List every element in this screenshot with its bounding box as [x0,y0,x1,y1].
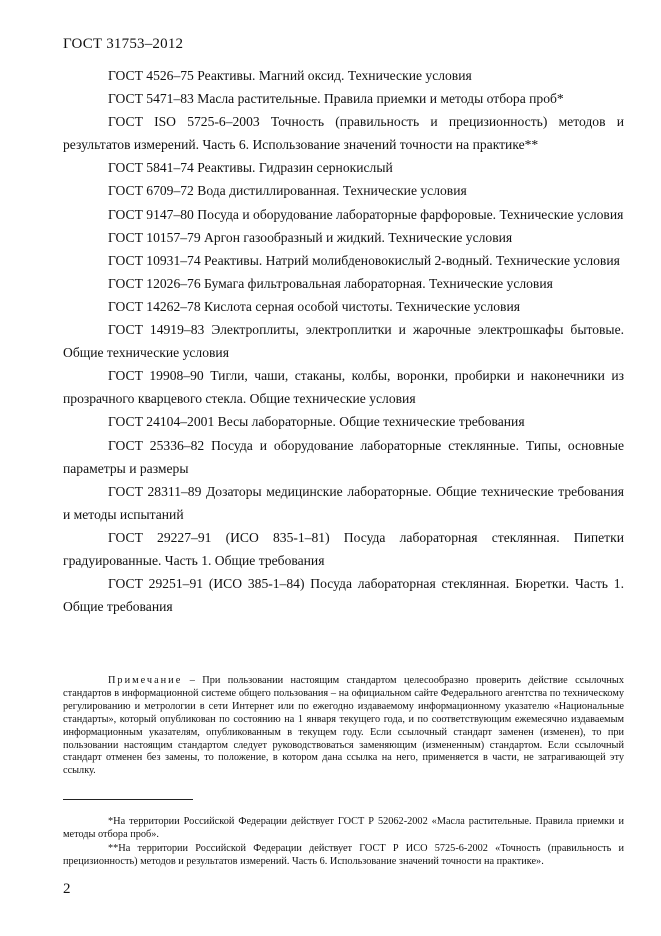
reference-item: ГОСТ 29251–91 (ИСО 385-1–84) Посуда лабораторная стеклянная. Бюретки. Часть 1. Общие требования [63,576,624,615]
reference-item: ГОСТ 5841–74 Реактивы. Гидразин сернокислый [108,160,393,176]
reference-item: ГОСТ 25336–82 Посуда и оборудование лабораторные стеклянные. Типы, основные параметры и размеры [63,437,624,476]
note-label: Примечание [108,675,183,686]
reference-item: ГОСТ 5471–83 Масла растительные. Правила приемки и методы отбора проб* [108,91,564,107]
reference-item: ГОСТ 28311–89 Дозаторы медицинские лабораторные. Общие технические требования и методы испытаний [63,483,624,522]
reference-item: ГОСТ 14919–83 Электроплиты, электроплитки и жарочные электрошкафы бытовые. Общие технические условия [63,322,624,361]
footnote-item: *На территории Российской Федерации действует ГОСТ Р 52062-2002 «Масла растительные. Правила приемки и методы отбора проб». [63,816,624,841]
footnote-item: **На территории Российской Федерации действует ГОСТ Р ИСО 5725-6-2002 «Точность (правильность и прецизионность) методов и результатов измерений. Часть 6. Использование значений точности на практике». [63,842,624,867]
footnote-separator [63,799,193,800]
footnotes [63,815,624,868]
reference-item: ГОСТ 4526–75 Реактивы. Магний оксид. Технические условия [108,68,472,83]
document-header: ГОСТ 31753–2012 [63,36,184,52]
reference-item: ГОСТ 29227–91 (ИСО 835-1–81) Посуда лабораторная стеклянная. Пипетки градуированные. Часть 1. Общие требования [63,529,624,568]
note-paragraph [63,675,624,778]
reference-item: ГОСТ 10931–74 Реактивы. Натрий молибденовокислый 2-водный. Технические условия [108,252,620,268]
note-text: – При пользовании настоящим стандартом целесообразно проверить действие ссылочных стандартов в информационной системе общего пользования – на официальном сайте Федерального агентства по техническому регулированию и метрологии в сети Интернет или по ежегодно издаваемому информационному указателю «Национальные стандарты», который опубликован по состоянию на 1 января текущего года, и по соответствующим ежемесячно издаваемым информационным указателям, опубликованным в текущем году. Если ссылочный стандарт заменен (изменен), то при пользовании настоящим стандартом следует руководствоваться заменяющим (измененным) стандартом. Если ссылочный стандарт отменен без замены, то положение, в котором дана ссылка на него, применяется в части, не затрагивающей эту ссылку. [63,675,624,777]
reference-item: ГОСТ 12026–76 Бумага фильтровальная лабораторная. Технические условия [108,275,553,291]
reference-item: ГОСТ ISO 5725-6–2003 Точность (правильность и прецизионность) методов и результатов измерений. Часть 6. Использование значений точности на практике** [63,114,624,153]
note-block [63,675,624,778]
reference-item: ГОСТ 6709–72 Вода дистиллированная. Технические условия [108,183,467,199]
normative-references-list [63,64,624,618]
reference-item: ГОСТ 9147–80 Посуда и оборудование лабораторные фарфоровые. Технические условия [108,206,624,222]
reference-item: ГОСТ 19908–90 Тигли, чаши, стаканы, колбы, воронки, пробирки и наконечники из прозрачного кварцевого стекла. Общие технические условия [63,368,624,407]
page-number: 2 [63,881,71,897]
reference-item: ГОСТ 24104–2001 Весы лабораторные. Общие технические требования [108,414,525,430]
reference-item: ГОСТ 10157–79 Аргон газообразный и жидкий. Технические условия [108,229,513,245]
reference-item: ГОСТ 14262–78 Кислота серная особой чистоты. Технические условия [108,298,520,314]
